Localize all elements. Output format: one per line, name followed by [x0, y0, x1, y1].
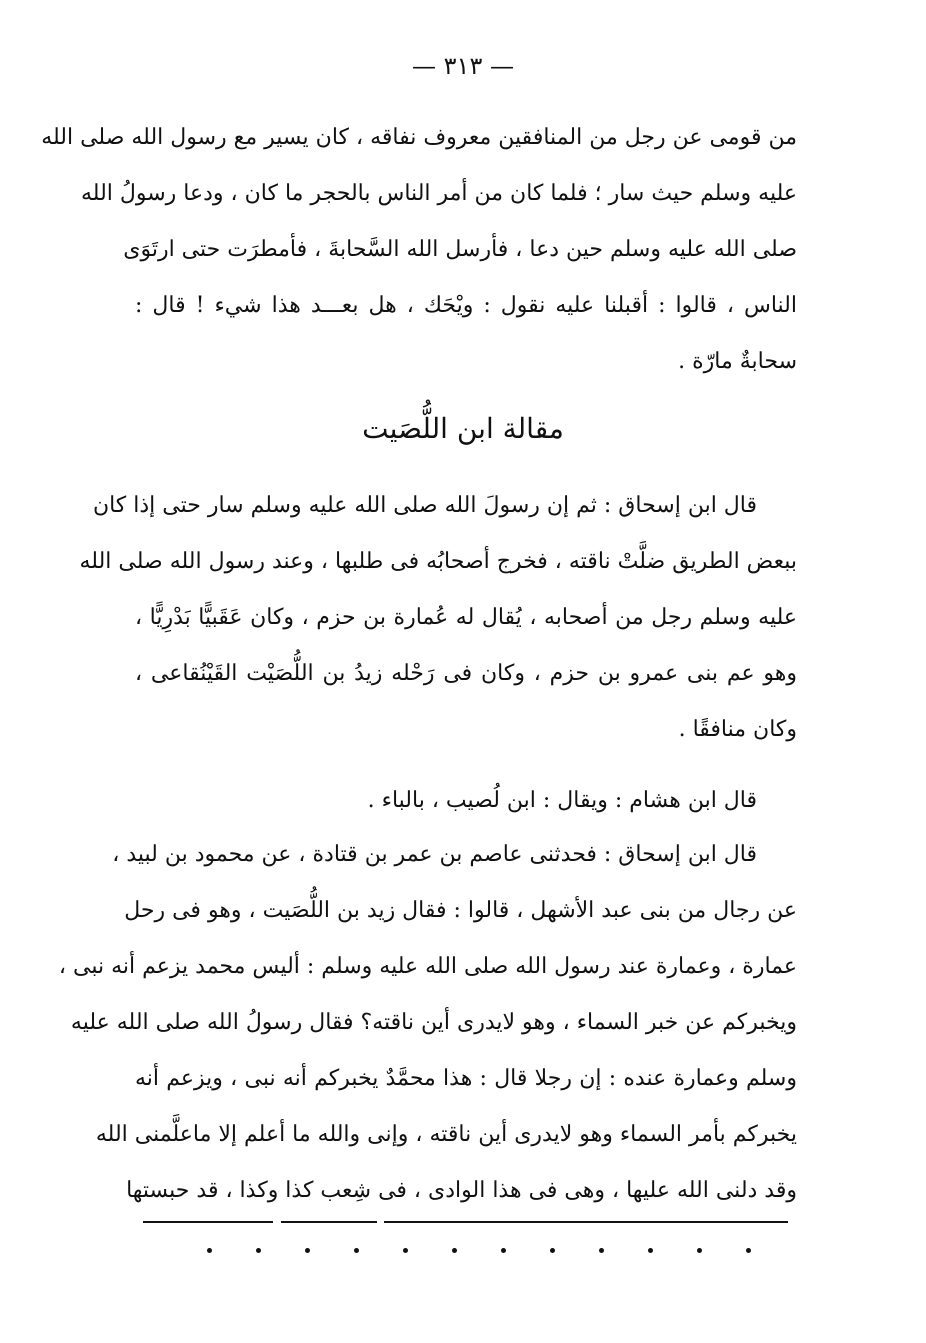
footnote-dots — [207, 1242, 707, 1262]
paragraph-line: عن رجال من بنى عبد الأشهل ، قالوا : فقال زيد بن اللُّصَيت ، وهو فى رحل — [124, 898, 797, 923]
paragraph-line: عليه وسلم رجل من أصحابه ، يُقال له عُمارة بن حزم ، وكان عَقَبيًّا بَدْرِيًّا ، — [135, 605, 797, 630]
paragraph-line: يخبركم بأمر السماء وهو لايدرى أين ناقته ، وإنى والله ما أعلم إلا ماعلَّمنى الله — [95, 1122, 797, 1147]
footnote-dot — [354, 1248, 359, 1253]
paragraph-2 — [79, 478, 797, 758]
paragraph-line: وكان منافقًا . — [678, 717, 797, 742]
section-title: مقالة ابن اللُّصَيت — [362, 412, 564, 445]
paragraph-line: سحابةٌ مارّة . — [678, 349, 797, 374]
paragraph-line: ويخبركم عن خبر السماء ، وهو لايدرى أين ناقته؟ فقال رسولُ الله صلى الله عليه — [70, 1010, 797, 1035]
footnote-dot — [746, 1248, 751, 1253]
footnote-rule — [143, 1221, 273, 1223]
paragraph-line: وسلم وعمارة عنده : إن رجلا قال : هذا محمَّدٌ يخبركم أنه نبى ، ويزعم أنه — [135, 1066, 797, 1091]
paragraph-4 — [58, 827, 797, 1219]
paragraph-line: عليه وسلم حيث سار ؛ فلما كان من أمر الناس بالحجر ما كان ، ودعا رسولُ الله — [81, 181, 797, 206]
paragraph-line: من قومى عن رجل من المنافقين معروف نفاقه ، كان يسير مع رسول الله صلى الله — [41, 125, 797, 150]
footnote-dot — [550, 1248, 555, 1253]
paragraph-line: الناس ، قالوا : أقبلنا عليه نقول : ويْحَك ، هل بعـــد هذا شيء ! قال : — [135, 293, 797, 318]
paragraph-3 — [135, 773, 797, 829]
paragraph-line: عمارة ، وعمارة عند رسول الله صلى الله عليه وسلم : أليس محمد يزعم أنه نبى ، — [58, 954, 797, 979]
paragraph-line: قال ابن إسحاق : فحدثنى عاصم بن عمر بن قتادة ، عن محمود بن لبيد ، — [112, 842, 757, 867]
paragraph-line: ببعض الطريق ضلَّتْ ناقته ، فخرج أصحابُه فى طلبها ، وعند رسول الله صلى الله — [79, 549, 797, 574]
footnote-rule — [384, 1221, 788, 1223]
footnote-dot — [648, 1248, 653, 1253]
paragraph-1 — [41, 110, 797, 390]
footnote-dot — [452, 1248, 457, 1253]
footnote-dot — [697, 1248, 702, 1253]
footnote-dot — [403, 1248, 408, 1253]
paragraph-line: قال ابن إسحاق : ثم إن رسولَ الله صلى الله عليه وسلم سار حتى إذا كان — [92, 493, 757, 518]
footnote-dot — [599, 1248, 604, 1253]
footnote-dot — [305, 1248, 310, 1253]
paragraph-line: وقد دلنى الله عليها ، وهى فى هذا الوادى ، فى شِعب كذا وكذا ، قد حبستها — [126, 1178, 797, 1203]
footnote-dot — [501, 1248, 506, 1253]
paragraph-line: قال ابن هشام : ويقال : ابن لُصيب ، بالباء . — [367, 788, 757, 813]
footnote-dot — [207, 1248, 212, 1253]
paragraph-line: صلى الله عليه وسلم حين دعا ، فأرسل الله السَّحابةَ ، فأمطرَت حتى ارتَوَى — [123, 237, 797, 262]
footnote-rule — [281, 1221, 377, 1223]
footnote-dot — [256, 1248, 261, 1253]
paragraph-line: وهو عم بنى عمرو بن حزم ، وكان فى رَحْله زيدُ بن اللُّصَيْت القَيْنُقاعى ، — [135, 661, 797, 686]
page-number: — ٣١٣ — — [412, 52, 514, 80]
